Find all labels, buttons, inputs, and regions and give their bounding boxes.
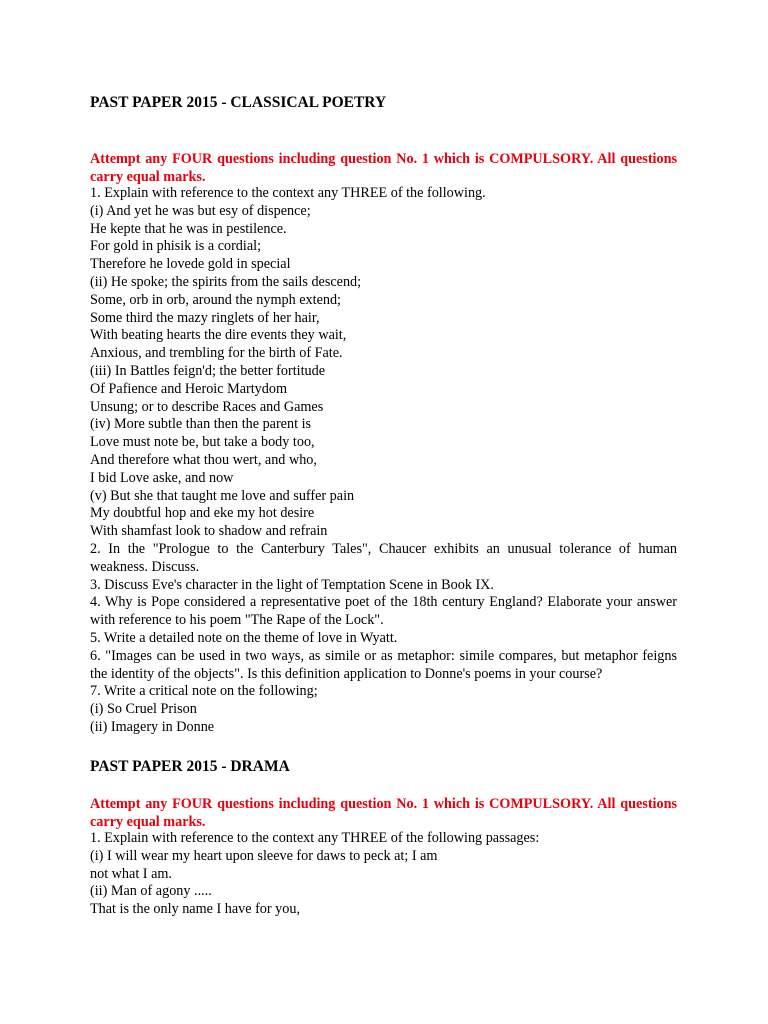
sub-question-line: (ii) Imagery in Donne — [90, 718, 215, 735]
passage-line: That is the only name I have for you, — [90, 901, 300, 918]
passage-line: I bid Love aske, and now — [90, 469, 234, 486]
poetry-instruction: Attempt any FOUR questions including question No. 1 which is COMPULSORY. All questions carry equal marks. — [90, 151, 677, 185]
passage-line: not what I am. — [90, 865, 172, 882]
passage-line: (ii) Man of agony ..... — [90, 883, 212, 900]
passage-line: Some, orb in orb, around the nymph extend; — [90, 291, 341, 308]
passage-line: And therefore what thou wert, and who, — [90, 451, 317, 468]
question-line: 5. Write a detailed note on the theme of love in Wyatt. — [90, 629, 398, 646]
question-line: 7. Write a critical note on the following; — [90, 683, 318, 700]
sub-question-line: (i) So Cruel Prison — [90, 701, 197, 718]
passage-line: (ii) He spoke; the spirits from the sails descend; — [90, 273, 362, 290]
poetry-section-heading: PAST PAPER 2015 - CLASSICAL POETRY — [90, 94, 387, 111]
passage-line: Some third the mazy ringlets of her hair, — [90, 309, 320, 326]
passage-line: Of Pafience and Heroic Martydom — [90, 380, 287, 397]
passage-line: (i) And yet he was but esy of dispence; — [90, 202, 311, 219]
question-line: 4. Why is Pope considered a representative poet of the 18th century England? Elaborate your answer with reference to his poem "The Rape of the Lock". — [90, 594, 677, 629]
passage-line: Anxious, and trembling for the birth of Fate. — [90, 345, 343, 362]
passage-line: Love must note be, but take a body too, — [90, 434, 315, 451]
question-line: 2. In the "Prologue to the Canterbury Tales", Chaucer exhibits an unusual tolerance of human weakness. Discuss. — [90, 540, 677, 575]
question-line: 1. Explain with reference to the context any THREE of the following passages: — [90, 830, 540, 846]
drama-instruction: Attempt any FOUR questions including question No. 1 which is COMPULSORY. All questions carry equal marks. — [90, 796, 677, 830]
passage-line: With shamfast look to shadow and refrain — [90, 523, 328, 540]
drama-questions — [90, 830, 677, 919]
passage-line: For gold in phisik is a cordial; — [90, 238, 262, 255]
passage-line: (iv) More subtle than then the parent is — [90, 416, 312, 433]
question-line: 1. Explain with reference to the context any THREE of the following. — [90, 185, 486, 201]
passage-line: (iii) In Battles feign'd; the better fortitude — [90, 362, 326, 379]
question-line: 3. Discuss Eve's character in the light of Temptation Scene in Book IX. — [90, 576, 494, 593]
poetry-questions — [90, 185, 677, 737]
passage-line: He kepte that he was in pestilence. — [90, 220, 287, 237]
passage-line: (v) But she that taught me love and suffer pain — [90, 487, 355, 504]
question-line: 6. "Images can be used in two ways, as simile or as metaphor: simile compares, but metaphor feigns the identity of the objects". Is this definition application to Donne's poems in your course? — [90, 647, 677, 682]
passage-line: (i) I will wear my heart upon sleeve for daws to peck at; I am — [90, 847, 438, 864]
passage-line: Therefore he lovede gold in special — [90, 256, 291, 273]
passage-line: My doubtful hop and eke my hot desire — [90, 505, 315, 522]
passage-line: With beating hearts the dire events they wait, — [90, 327, 347, 344]
passage-line: Unsung; or to describe Races and Games — [90, 398, 324, 415]
drama-section-heading: PAST PAPER 2015 - DRAMA — [90, 758, 290, 775]
